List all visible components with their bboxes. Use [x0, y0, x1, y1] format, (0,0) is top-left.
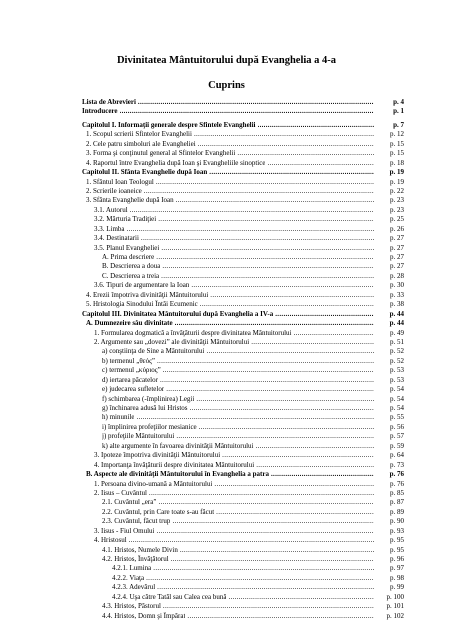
toc-entry-page: p. 26: [390, 224, 404, 233]
toc-entry-page: p. 95: [390, 536, 404, 545]
toc-leader-dots: [171, 555, 374, 564]
toc-leader-dots: [162, 262, 374, 271]
toc-leader-dots: [180, 546, 374, 555]
toc-leader-dots: [210, 291, 374, 300]
toc-entry-label: 4.2. Hristos, Învăţătorul: [102, 555, 169, 563]
toc-entry: [82, 385, 404, 394]
toc-entry: [82, 432, 404, 441]
toc-leader-dots: [144, 187, 374, 196]
toc-entry: [82, 470, 404, 479]
toc-entry-label: 3. Sfânta Evanghelie după Ioan: [86, 196, 174, 205]
toc-entry-page: p. 98: [390, 573, 404, 582]
toc-leader-dots: [267, 159, 374, 168]
toc-entry-page: p. 90: [390, 517, 404, 526]
toc-entry-label: 2. Argumente sau „dovezi” ale divinităţii Mântuitorului: [94, 337, 250, 346]
toc-entry-page: p. 100: [386, 592, 404, 601]
toc-entry: [82, 555, 404, 564]
toc-entry-page: p. 27: [390, 262, 404, 271]
toc-entry-page: p. 33: [390, 290, 404, 299]
toc-entry-label: 1. Sfântul Ioan Teologul: [86, 177, 154, 186]
toc-entry-label: 1. Persoana divino-umană a Mântuitorului: [94, 479, 213, 488]
toc-leader-dots: [176, 432, 374, 441]
toc-leader-dots: [120, 107, 374, 116]
toc-entry-page: p. 4: [393, 98, 404, 106]
toc-leader-dots: [136, 413, 374, 422]
toc-entry: [82, 489, 404, 498]
toc-entry: [82, 225, 404, 234]
toc-entry-page: p. 23: [390, 205, 404, 214]
toc-entry-page: p. 44: [389, 319, 404, 328]
toc-entry: [82, 413, 404, 422]
toc-entry: [82, 395, 404, 404]
toc-entry-page: p. 95: [390, 545, 404, 554]
toc-entry: [82, 244, 404, 253]
toc-entry-label: A. Dumnezeire său divinitate: [86, 319, 173, 328]
toc-leader-dots: [158, 215, 374, 224]
toc-entry-page: p. 30: [390, 281, 404, 290]
toc-entry: [82, 451, 404, 460]
toc-entry: [82, 508, 404, 517]
toc-entry-page: p. 28: [390, 271, 404, 280]
toc-entry-label: 2. Cele patru simboluri ale Evangheliei: [86, 139, 196, 148]
toc-leader-dots: [200, 300, 374, 309]
toc-entry-label: 3.3. Limba: [94, 224, 125, 233]
toc-leader-dots: [196, 395, 374, 404]
toc-entry-page: p. 87: [390, 498, 404, 507]
toc-entry-page: p. 19: [390, 177, 404, 186]
toc-entry-page: p. 7: [393, 120, 404, 129]
toc-entry: [82, 196, 404, 205]
toc-leader-dots: [258, 121, 374, 130]
toc-leader-dots: [157, 357, 374, 366]
toc-entry-label: A. Prima descriere: [102, 253, 155, 261]
toc-leader-dots: [163, 366, 374, 375]
toc-entry-label: e) judecarea sufletelor: [102, 385, 165, 394]
toc-leader-dots: [198, 140, 374, 149]
toc-leader-dots: [138, 98, 374, 107]
toc-entry-page: p. 96: [390, 555, 404, 563]
toc-entry: [82, 130, 404, 139]
toc-entry-label: 3. Iisus - Fiul Omului: [94, 526, 155, 535]
toc-entry: [82, 546, 404, 555]
toc-entry-label: 2.1. Cuvântul „era”: [102, 498, 157, 507]
toc-entry: [82, 121, 404, 130]
toc-entry: [82, 376, 404, 385]
toc-entry: [82, 357, 404, 366]
toc-leader-dots: [275, 310, 374, 319]
toc-leader-dots: [216, 508, 374, 517]
toc-entry-page: p. 76: [390, 479, 404, 488]
toc-entry: [82, 347, 404, 356]
toc-entry-page: p. 51: [390, 337, 404, 346]
toc-leader-dots: [237, 149, 374, 158]
toc-entry-page: p. 12: [390, 130, 404, 139]
toc-entry: [82, 262, 404, 271]
toc-heading: Cuprins: [208, 80, 245, 91]
toc-entry: [82, 404, 404, 413]
toc-entry-page: p. 27: [390, 234, 404, 243]
toc-entry-page: p. 18: [390, 158, 404, 167]
toc-entry-page: p. 53: [390, 366, 404, 375]
toc-entry-label: 1. Scopul scrierii Sfintelor Evanghelii: [86, 130, 192, 139]
toc-entry-label: 4.4. Hristos, Domn şi Împărat: [102, 611, 186, 620]
toc-entry-label: 1. Formularea dogmatică a învăţăturii despre divinitatea Mântuitorului: [94, 328, 292, 337]
toc-entry-page: p. 15: [390, 139, 404, 148]
toc-entry-page: p. 101: [386, 602, 404, 611]
toc-entry-label: C. Descrierea a treia: [102, 271, 160, 280]
toc-leader-dots: [187, 612, 374, 621]
toc-leader-dots: [156, 527, 374, 536]
toc-entry-label: 4. Erezii împotriva divinităţii Mântuitorului: [86, 290, 209, 299]
toc-leader-dots: [256, 442, 375, 451]
toc-entry-page: p. 52: [390, 347, 404, 356]
toc-entry-label: 2.2. Cuvântul, prin Care toate s-au făcut: [102, 507, 215, 516]
toc-entry-label: 3. Forma şi conţinutul general al Sfintelor Evanghelii: [86, 149, 236, 158]
toc-leader-dots: [209, 168, 374, 177]
toc-entry-label: b) termenul „θεός”: [102, 356, 155, 365]
toc-leader-dots: [161, 244, 374, 253]
toc-entry-label: i) împlinirea profeţiilor mesianice: [102, 422, 197, 431]
toc-entry-label: 4.2.4. Uşa către Tatăl sau Calea cea bună: [112, 592, 227, 601]
toc-entry-label: 4.3. Hristos, Păstorul: [102, 602, 161, 611]
toc-entry-label: 4.2.3. Adevărul: [112, 583, 156, 592]
toc-entry: [82, 168, 404, 177]
toc-entry: [82, 564, 404, 573]
toc-entry-label: B. Aspecte ale divinităţii Mântuitorului în Evanghelia a patra: [86, 470, 269, 479]
toc-leader-dots: [191, 281, 374, 290]
toc-entry-page: p. 97: [390, 564, 404, 573]
toc-leader-dots: [206, 347, 374, 356]
toc-entry-page: p. 85: [390, 488, 404, 497]
toc-entry-page: p. 64: [390, 451, 404, 460]
toc-entry-label: Capitolul III. Divinitatea Mântuitorului după Evanghelia a IV-a: [82, 309, 274, 318]
toc-entry-label: 3.2. Mărturia Tradiţiei: [94, 215, 157, 224]
toc-entry-page: p. 1: [393, 107, 404, 116]
toc-entry-label: 4. Hristosul: [94, 536, 127, 545]
toc-entry: [82, 215, 404, 224]
toc-leader-dots: [129, 536, 374, 545]
toc-entry-label: 2.3. Cuvântul, făcut trup: [102, 517, 171, 526]
toc-leader-dots: [194, 130, 374, 139]
toc-entry-page: p. 54: [390, 394, 404, 403]
toc-leader-dots: [190, 404, 374, 413]
toc-leader-dots: [153, 564, 374, 573]
toc-leader-dots: [271, 470, 374, 479]
toc-entry: [82, 187, 404, 196]
toc-entry-label: f) schimbarea (-împlinirea) Legii: [102, 394, 195, 403]
toc-leader-dots: [176, 196, 374, 205]
toc-leader-dots: [166, 385, 374, 394]
toc-leader-dots: [294, 329, 375, 338]
toc-entry-page: p. 23: [390, 196, 404, 205]
toc-entry-page: p. 38: [390, 300, 404, 309]
toc-entry-label: g) închinarea adusă lui Hristos: [102, 404, 188, 412]
toc-entry-label: c) termenul „κύριος”: [102, 366, 161, 375]
toc-entry-label: 3.1. Autorul: [94, 205, 128, 214]
toc-leader-dots: [156, 178, 374, 187]
toc-entry-page: p. 19: [389, 168, 404, 177]
toc-leader-dots: [146, 574, 374, 583]
toc-entry: [82, 310, 404, 319]
toc-entry-page: p. 99: [390, 583, 404, 592]
toc-entry-label: 2. Iisus – Cuvântul: [94, 488, 147, 497]
toc-leader-dots: [158, 498, 374, 507]
document-title: Divinitatea Mântuitorului după Evanghelia a 4-a: [116, 55, 337, 66]
toc-entry: [82, 574, 404, 583]
toc-leader-dots: [149, 489, 374, 498]
toc-entry-label: 5. Hristologia Sinodului Întâi Ecumenic: [86, 300, 198, 309]
toc-entry-label: j) profeţiile Mântuitorului: [102, 432, 175, 441]
toc-leader-dots: [251, 338, 374, 347]
toc-entry-page: p. 59: [390, 441, 404, 450]
toc-leader-dots: [161, 272, 374, 281]
toc-entry-label: 2. Scrierile ioaneice: [86, 186, 142, 195]
toc-entry-page: p. 15: [390, 149, 404, 158]
toc-entry-page: p. 102: [386, 611, 404, 620]
toc-entry: [82, 517, 404, 526]
toc-entry: [82, 140, 404, 149]
toc-entry: [82, 536, 404, 545]
toc-entry: [82, 253, 404, 262]
toc-leader-dots: [156, 253, 374, 262]
toc-leader-dots: [172, 517, 374, 526]
toc-leader-dots: [214, 480, 374, 489]
toc-entry: [82, 149, 404, 158]
toc-leader-dots: [160, 376, 374, 385]
toc-leader-dots: [163, 602, 374, 611]
toc-entry-page: p. 57: [390, 432, 404, 441]
toc-entry: [82, 291, 404, 300]
toc-leader-dots: [130, 206, 374, 215]
toc-entry: [82, 329, 404, 338]
toc-leader-dots: [199, 423, 374, 432]
toc-entry-page: p. 73: [390, 460, 404, 469]
toc-entry-page: p. 52: [390, 356, 404, 365]
toc-entry-label: h) minunile: [102, 413, 135, 422]
toc-leader-dots: [141, 234, 374, 243]
toc-entry: [82, 602, 404, 611]
toc-entry: [82, 461, 404, 470]
toc-entry-label: 3.5. Planul Evangheliei: [94, 243, 160, 252]
toc-leader-dots: [228, 593, 374, 602]
toc-entry-label: Capitolul I. Informaţii generale despre Sfintele Evanghelii: [82, 120, 256, 129]
toc-entry: [82, 319, 404, 328]
toc-entry-page: p. 54: [390, 404, 404, 412]
toc-leader-dots: [175, 319, 374, 328]
toc-entry-page: p. 25: [390, 215, 404, 224]
toc-entry: [82, 107, 404, 116]
toc-entry-label: 4.1. Hristos, Numele Divin: [102, 545, 178, 554]
table-of-contents: [82, 98, 404, 621]
toc-entry-label: 3.4. Destinatarii: [94, 234, 139, 243]
toc-entry: [82, 442, 404, 451]
toc-entry-label: 3. Ipoteze împotriva divinităţii Mântuitorului: [94, 451, 221, 460]
toc-entry-page: p. 49: [390, 328, 404, 337]
toc-entry-label: B. Descrierea a doua: [102, 262, 161, 271]
toc-entry-label: 3.6. Tipuri de argumentare la Ioan: [94, 281, 190, 290]
toc-entry-label: k) alte argumente în favoarea divinităţii Mântuitorului: [102, 441, 254, 450]
toc-entry-label: 4.2.1. Lumina: [112, 564, 152, 573]
toc-entry-label: Lista de Abrevieri: [82, 98, 136, 106]
toc-entry-page: p. 76: [389, 470, 404, 479]
toc-entry: [82, 281, 404, 290]
toc-leader-dots: [157, 583, 374, 592]
toc-entry: [82, 338, 404, 347]
toc-entry-label: 4. Importanţa învăţăturii despre divinitatea Mântuitorului: [94, 460, 255, 469]
toc-entry-label: 4.2.2. Viaţa: [112, 573, 145, 582]
toc-entry: [82, 593, 404, 602]
toc-entry: [82, 583, 404, 592]
toc-entry-page: p. 56: [390, 422, 404, 431]
toc-entry-page: p. 27: [390, 243, 404, 252]
toc-leader-dots: [256, 461, 374, 470]
toc-entry-label: d) iertarea păcatelor: [102, 375, 158, 384]
toc-entry-page: p. 27: [390, 253, 404, 261]
toc-entry-label: Capitolul II. Sfânta Evanghelie după Ioan: [82, 168, 208, 177]
toc-entry-page: p. 89: [390, 507, 404, 516]
toc-entry-page: p. 53: [390, 375, 404, 384]
toc-entry-page: p. 55: [390, 413, 404, 422]
toc-entry-label: 4. Raportul între Evanghelia după Ioan şi Evangheliile sinoptice: [86, 158, 266, 167]
toc-entry: [82, 612, 404, 621]
toc-entry: [82, 527, 404, 536]
toc-entry-label: Introducere: [82, 107, 118, 116]
toc-entry-page: p. 93: [390, 526, 404, 535]
toc-entry: [82, 159, 404, 168]
toc-entry-page: p. 54: [390, 385, 404, 394]
toc-entry: [82, 480, 404, 489]
toc-entry-page: p. 44: [389, 309, 404, 318]
toc-entry: [82, 178, 404, 187]
toc-entry: [82, 366, 404, 375]
toc-entry-label: a) conştiinţa de Sine a Mântuitorului: [102, 347, 205, 356]
toc-entry-page: p. 22: [390, 186, 404, 195]
toc-entry: [82, 423, 404, 432]
toc-leader-dots: [127, 225, 374, 234]
toc-entry: [82, 98, 404, 107]
toc-entry: [82, 272, 404, 281]
toc-entry: [82, 206, 404, 215]
toc-entry: [82, 300, 404, 309]
toc-entry: [82, 498, 404, 507]
toc-leader-dots: [222, 451, 374, 460]
toc-entry: [82, 234, 404, 243]
